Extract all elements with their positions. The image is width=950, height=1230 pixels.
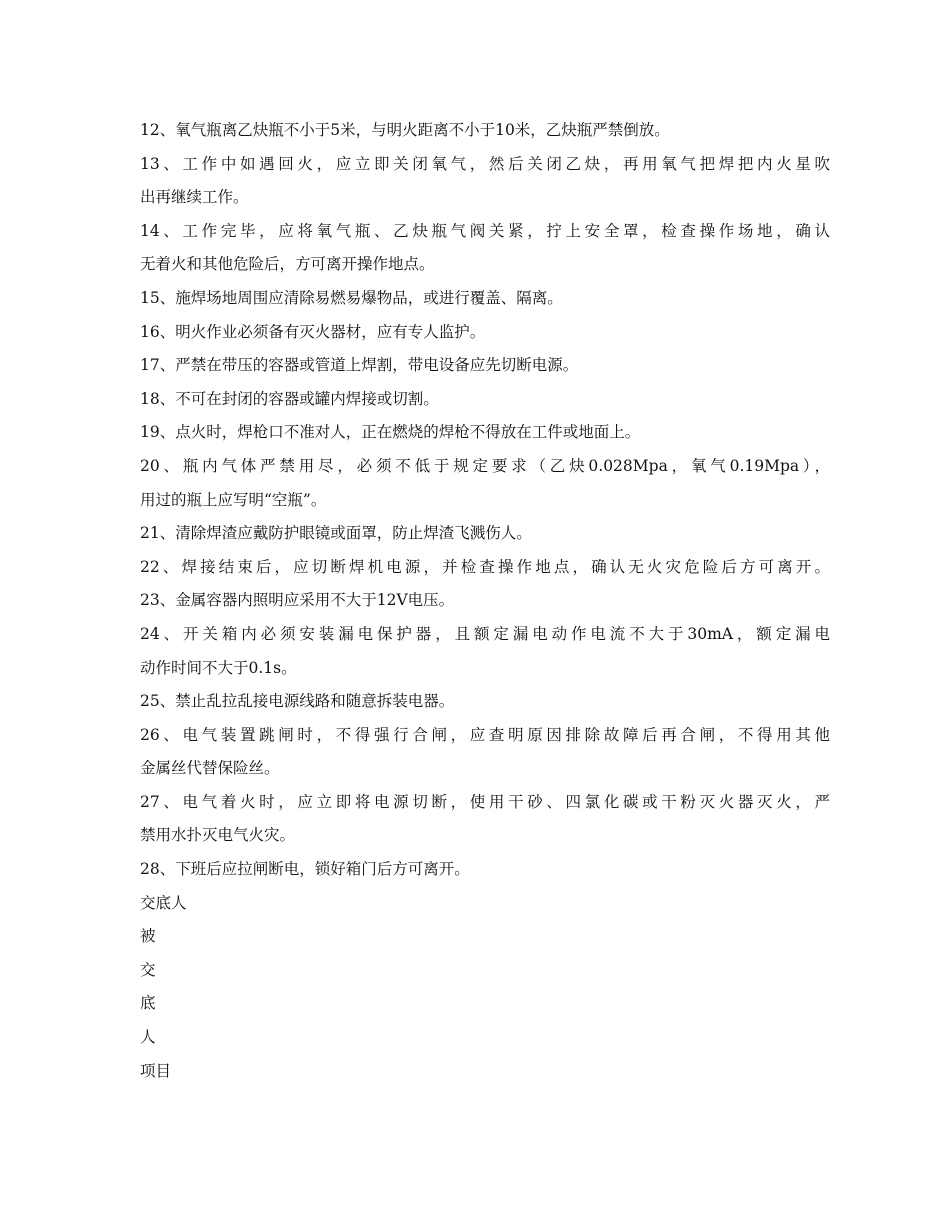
rule-21: 21、清除焊渣应戴防护眼镜或面罩，防止焊渣飞溅伤人。 [140, 524, 532, 543]
handover-person-label: 交底人 [140, 893, 187, 912]
rule-27-line-1: 27、电气着火时，应立即将电源切断，使用干砂、四氯化碳或干粉灭火器灭火，严 [140, 792, 830, 811]
rule-12: 12、氧气瓶离乙炔瓶不小于5米，与明火距离不小于10米，乙炔瓶严禁倒放。 [140, 121, 670, 139]
rule-26-line-1: 26、电气装置跳闸时，不得强行合闸，应查明原因排除故障后再合闸，不得用其他 [140, 725, 830, 744]
rule-28: 28、下班后应拉闸断电，锁好箱门后方可离开。 [140, 860, 470, 879]
recipient-label-char-4: 人 [140, 1028, 156, 1047]
rule-24-line-1: 24、开关箱内必须安装漏电保护器，且额定漏电动作电流不大于30mA，额定漏电 [140, 624, 830, 643]
rule-20-line-1: 20、瓶内气体严禁用尽，必须不低于规定要求（乙炔0.028Mpa，氧气0.19Mpa）， [140, 456, 830, 475]
rule-13-line-1: 13、工作中如遇回火，应立即关闭氧气，然后关闭乙炔，再用氧气把焊把内火星吹 [140, 154, 830, 173]
project-label: 项目 [140, 1061, 172, 1080]
rule-23: 23、金属容器内照明应采用不大于12V电压。 [140, 591, 455, 610]
rule-13-line-2: 出再继续工作。 [140, 188, 249, 207]
rule-24-line-2: 动作时间不大于0.1s。 [140, 658, 297, 677]
rule-15: 15、施焊场地周围应清除易燃易爆物品，或进行覆盖、隔离。 [140, 288, 563, 307]
rule-25: 25、禁止乱拉乱接电源线路和随意拆装电器。 [140, 692, 455, 711]
rule-20-line-2: 用过的瓶上应写明“空瓶”。 [140, 490, 327, 509]
safety-rules-text [140, 114, 830, 1088]
rule-14-line-1: 14、工作完毕，应将氧气瓶、乙炔瓶气阀关紧，拧上安全罩，检查操作场地，确认 [140, 221, 830, 240]
recipient-label-char-2: 交 [140, 960, 156, 979]
rule-18: 18、不可在封闭的容器或罐内焊接或切割。 [140, 389, 439, 408]
rule-22: 22、焊接结束后，应切断焊机电源，并检查操作地点，确认无火灾危险后方可离开。 [140, 557, 830, 576]
rule-17: 17、严禁在带压的容器或管道上焊割，带电设备应先切断电源。 [140, 356, 579, 375]
rule-16: 16、明火作业必须备有灭火器材，应有专人监护。 [140, 322, 486, 341]
recipient-label-char-3: 底 [140, 994, 156, 1013]
rule-14-line-2: 无着火和其他危险后，方可离开操作地点。 [140, 255, 435, 274]
rule-27-line-2: 禁用水扑灭电气火灾。 [140, 826, 296, 845]
rule-19: 19、点火时，焊枪口不准对人，正在燃烧的焊枪不得放在工件或地面上。 [140, 423, 641, 442]
rule-26-line-2: 金属丝代替保险丝。 [140, 759, 280, 778]
recipient-label-char-1: 被 [140, 927, 156, 946]
